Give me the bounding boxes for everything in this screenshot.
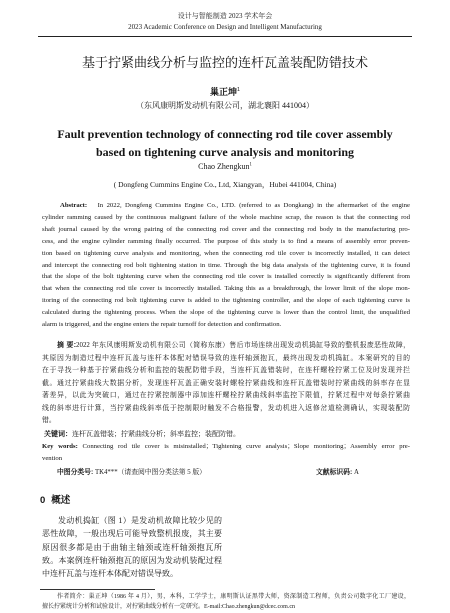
section-title: 概述 [51, 495, 71, 506]
document-code [316, 467, 359, 479]
keywords-en-text: Connecting rod tile cover is misinstalled；Tightening curve analysis；Slope monitoring；Assembly error pre- [82, 443, 410, 450]
paper-title-en-line: based on tightening curve analysis and monitoring [95, 145, 355, 159]
affiliation-en: ( Dongfeng Cummins Engine Co., Ltd, Xiangyan，Hubei 441004, China) [113, 180, 337, 189]
author-en [0, 161, 450, 173]
footnote-rule [40, 589, 155, 590]
footnote-line: 作者简介：巢正坤（1986 年 4 月），男，本科，工学学士，康明斯认证黑带大师，资深制造工程师，负责公司数字化工厂建设， [57, 594, 410, 600]
abstract-cn-line: 线的斜率进行计算，当拧紧曲线斜率低于控制限时触发不合格报警，发动机进入返修岔道检测确认，实现装配防 [42, 404, 410, 412]
header-rule [38, 36, 412, 37]
section-body [42, 514, 222, 580]
abstract-cn-line [42, 340, 410, 353]
clc-value: TK4***（请查阅中图分类法第 5 版） [94, 469, 206, 476]
abstract-en-line: that the slope of the bolt tightening curve when the connecting rod tile cover is installed correctly is significantly different from [42, 273, 410, 281]
abstract-cn-text: 2022 年东风康明斯发动机有限公司（简称东康）售后市场连续出现发动机捣缸导致的整机报废恶性故障， [76, 342, 411, 349]
abstract-en-line: cylinder ramming caused by the continuous malignant failure of the whole machine scrap, the reason is that the connecting rod [42, 213, 410, 221]
abstract-en-label: Abstract: [60, 202, 88, 209]
abstract-cn [42, 340, 410, 428]
keywords-en-label: Key words: [42, 443, 78, 450]
body-line: 恶性故障，一般出现后可能导致整机报废，其主要 [42, 529, 222, 539]
author-en-name: Chao Zhengkun [198, 162, 250, 171]
section-number: 0 [40, 495, 46, 506]
keywords-en-line: vention [42, 454, 63, 462]
abstract-en-line: and intercept the connecting rod bolt tightening station in time. Through the big data analysis of the tightening curve, it is found [42, 261, 410, 269]
abstract-en-text: In 2022, Dongfeng Cummins Engine Co., LTD. (referred to as Dongkang) in the aftermarket of the engine [97, 202, 410, 209]
body-line: 中连杆瓦盖与连杆本体配对错误导致。 [42, 569, 178, 578]
author-en-footnote-mark: 1 [249, 162, 252, 168]
footnote-line: 擅长拧紧统计分析和试验设计，对拧紧曲线分析有一定研究。E-mail:Chao.zhengkun@dcec.com.cn [42, 604, 295, 610]
abstract-en-line: cess, and the engine cylinder ramming finally occurred. The purpose of this study is to find a means of assembly error preven- [42, 237, 410, 245]
abstract-cn-line: 其原因为制造过程中连杆瓦盖与连杆本体配对错误导致的连杆轴颈抱瓦，最终出现发动机捣缸。本案研究的目的 [42, 354, 410, 362]
abstract-en-line [42, 200, 410, 212]
abstract-cn-line: 著差异，以此为突破口，通过在拧紧控制器中添加连杆螺栓拧紧曲线斜率监控下限值，拧紧过程中对每条拧紧曲 [42, 392, 410, 399]
paper-title-en-line: Fault prevention technology of connecting rod tile cover assembly [57, 127, 393, 141]
author-cn [0, 86, 450, 98]
affiliation-cn: （东风康明斯发动机有限公司，湖北襄阳 441004） [136, 101, 314, 110]
clc-number [57, 467, 206, 479]
paper-title-cn: 基于拧紧曲线分析与监控的连杆瓦盖装配防错技术 [81, 55, 368, 70]
abstract-cn-label: 摘 要: [57, 342, 77, 349]
body-line: 原因很多都是由于曲轴主轴颈或连杆轴颈抱瓦所 [42, 542, 222, 552]
author-footnote [42, 592, 410, 612]
conference-name-en: 2023 Academic Conference on Design and Intelligent Manufacturing [128, 23, 322, 31]
abstract-en-line: alarm is triggered, and the engine enters the repair turnoff for detection and confirmation. [42, 321, 282, 329]
section-heading [40, 494, 70, 508]
conference-name-cn: 设计与智能制造 2023 学术年会 [177, 12, 273, 20]
abstract-en-line: tion based on tightening curve analysis and monitoring, when the connecting rod tile cover is incorrectly installed, it can detect [42, 249, 410, 257]
abstract-cn-line: 截。通过拧紧曲线大数据分析，发现连杆瓦盖正确安装时螺栓拧紧曲线和连杆瓦盖错装时拧紧曲线的斜率存在显 [42, 379, 410, 387]
author-cn-name: 巢正坤 [209, 87, 237, 97]
keywords-cn-label: 关键词： [44, 431, 72, 438]
paper-title-en [0, 125, 450, 161]
keywords-en-line [42, 441, 410, 453]
document-code-label: 文献标识码: [316, 469, 353, 476]
abstract-en [42, 200, 410, 331]
author-cn-footnote-mark: 1 [237, 87, 240, 93]
clc-label: 中图分类号: [57, 469, 94, 476]
abstract-cn-line: 错。 [42, 417, 56, 424]
keywords-cn-text: 连杆瓦盖错装；拧紧曲线分析；斜率监控；装配防错。 [72, 430, 240, 438]
abstract-en-line: that when the connecting rod tile cover is incorrectly installed. Taking this as a breakthrough, the lower limit of the slope mon- [42, 285, 410, 293]
abstract-cn-line: 在于寻找一种基于拧紧曲线分析和监控的装配防错手段，当连杆瓦盖错装时，在连杆螺栓拧紧工位及时发现并拦 [42, 367, 410, 374]
abstract-en-line: calculated during the tightening process. When the slope of the tightening curve is lower than the control limit, the unqualified [42, 309, 410, 317]
document-code-value: A [353, 469, 359, 476]
body-line: 致。本案例连杆轴颈抱瓦的原因为发动机装配过程 [42, 555, 222, 565]
keywords-en [42, 441, 410, 464]
body-line: 发动机捣缸（图 1）是发动机故障比较少见的 [58, 516, 222, 525]
conference-header [0, 11, 450, 33]
abstract-en-line: shaft journal caused by the wrong pairing of the connecting rod cover and the connecting rod body in the manufacturing pro- [42, 225, 410, 233]
keywords-cn [44, 428, 240, 441]
abstract-en-line: itoring of the connecting rod bolt tightening curve is added to the tightening controller, and the slope of each tightening curve is [42, 297, 410, 305]
